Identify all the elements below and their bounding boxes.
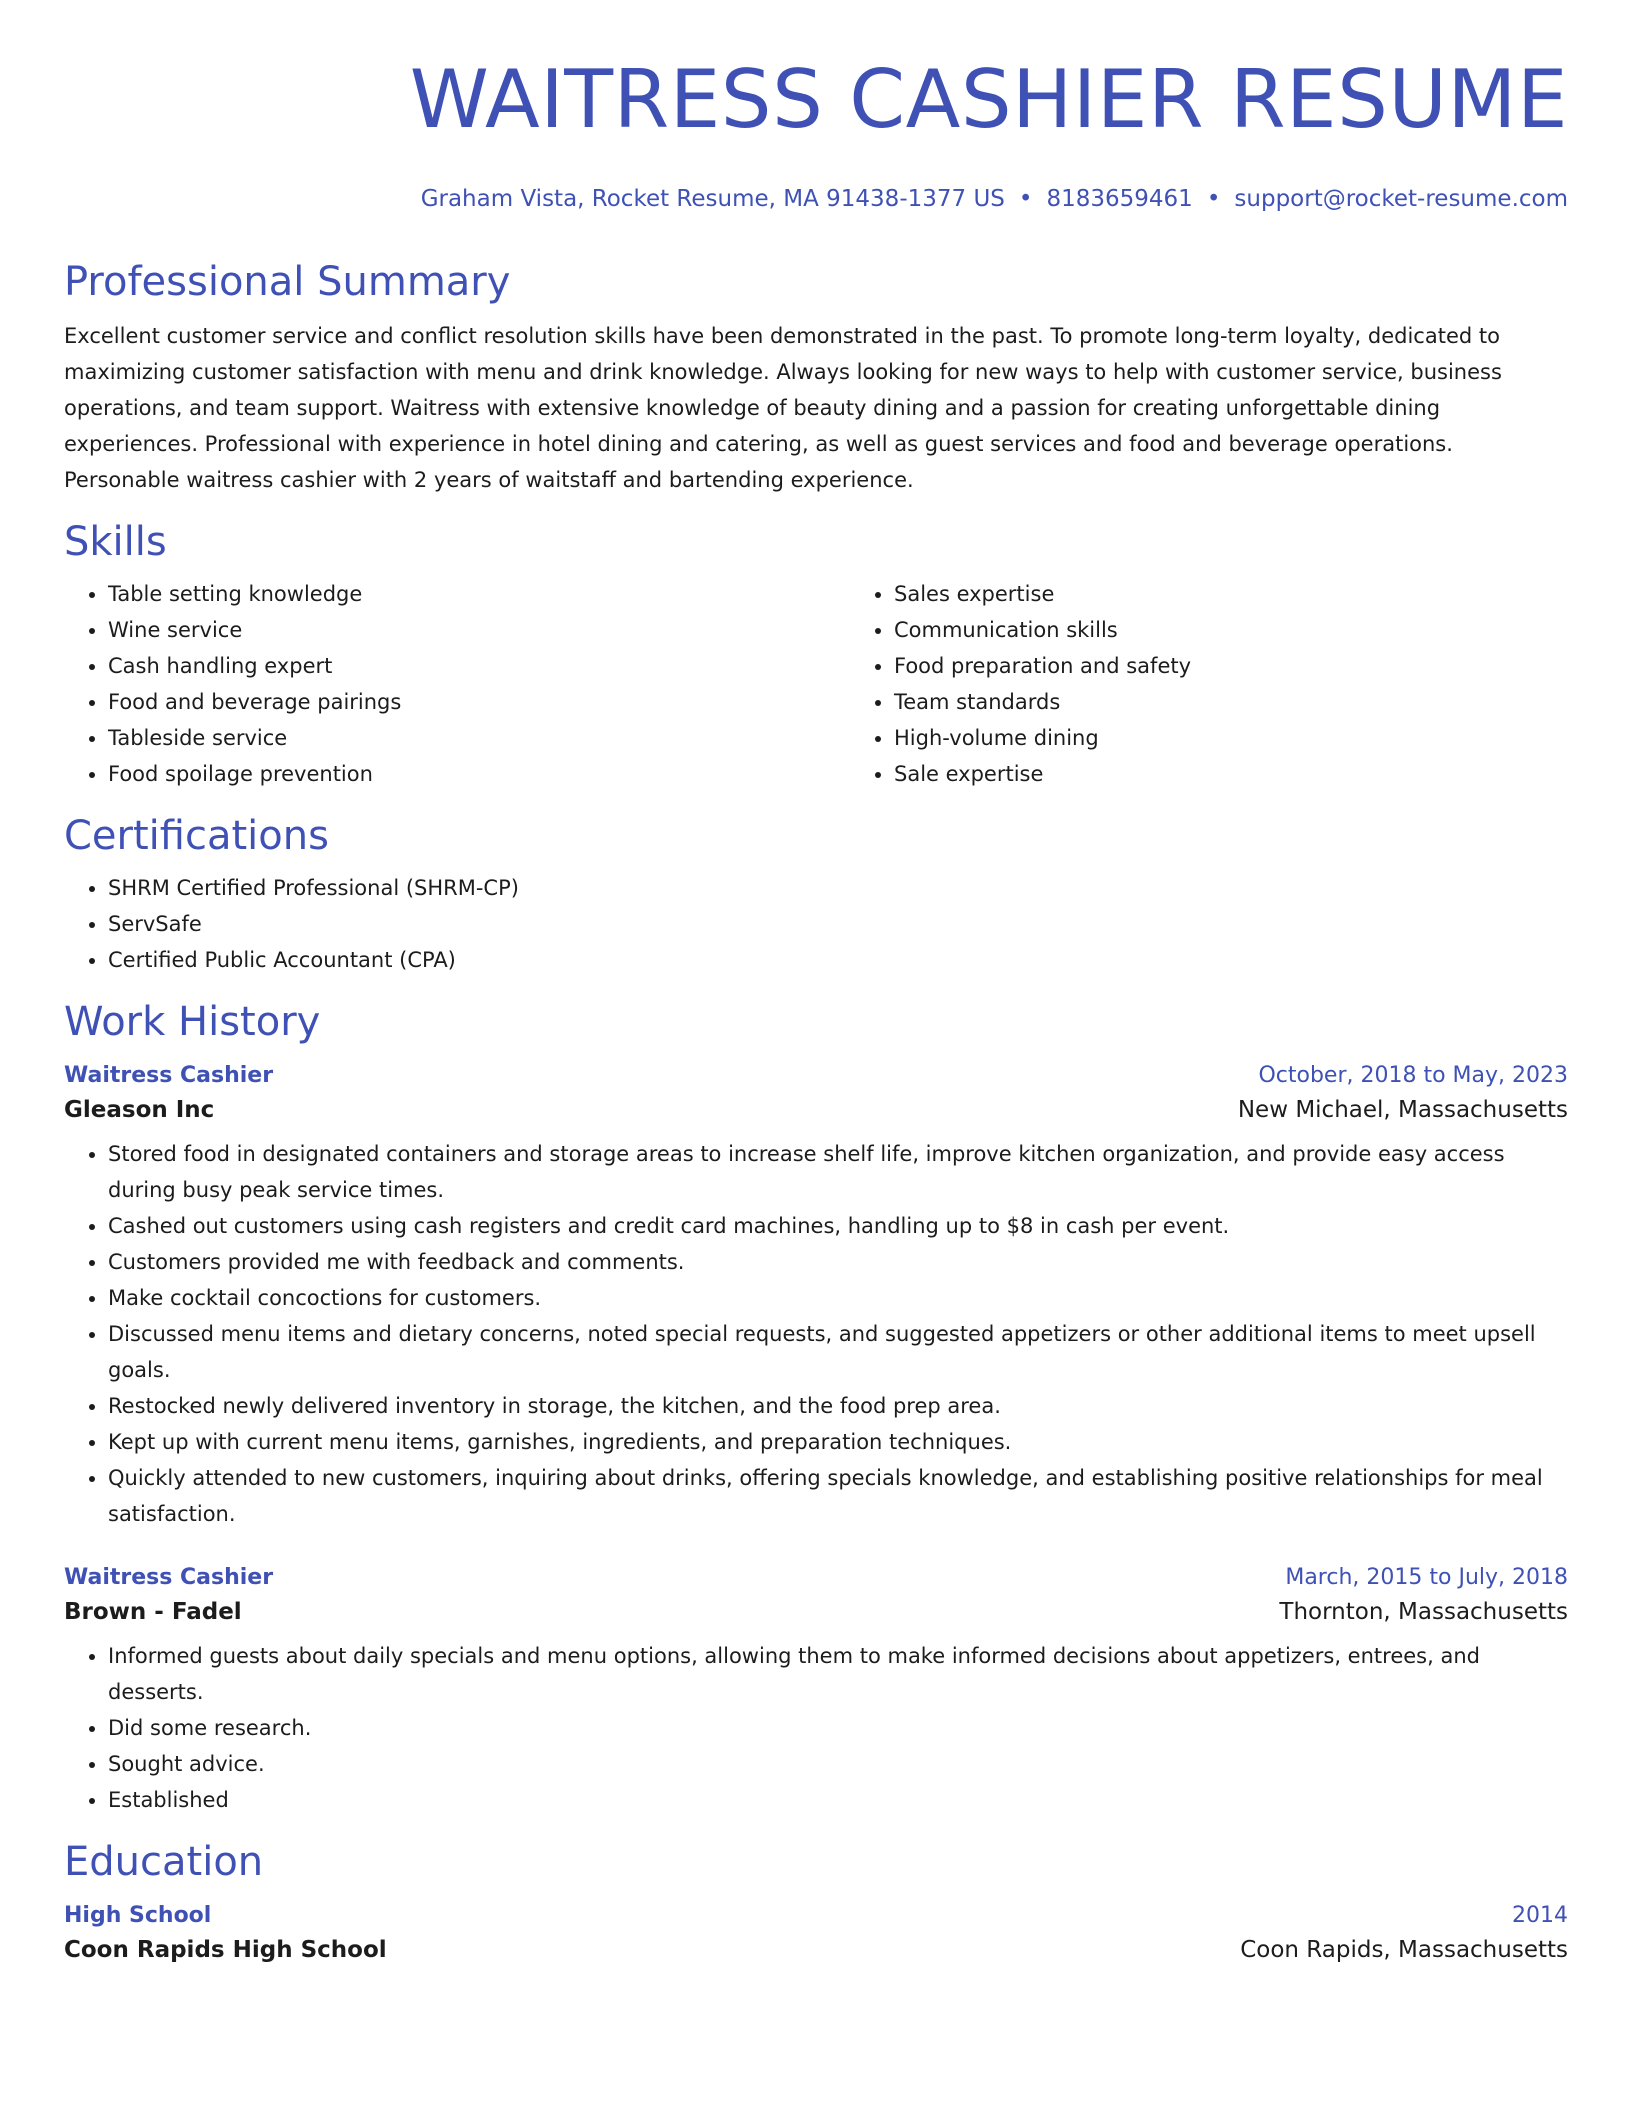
skill-item: • Communication skills xyxy=(894,612,1594,648)
job-duty: • Established xyxy=(108,1782,1568,1818)
skill-item: • Food and beverage pairings xyxy=(108,684,850,720)
contact-separator: • xyxy=(1206,186,1221,212)
skills-list-right xyxy=(850,576,1594,792)
job-entry xyxy=(64,1060,1568,1532)
skill-item: • Cash handling expert xyxy=(108,648,850,684)
certifications-heading: Certifications xyxy=(64,813,329,859)
job-duties-list xyxy=(64,1638,1568,1818)
job-header xyxy=(64,1060,1568,1092)
job-duties-list xyxy=(64,1136,1568,1532)
job-duty: • Informed guests about daily specials and menu options, allowing them to make informed decisions about appetizers, entrees, and desserts. xyxy=(108,1638,1568,1710)
skills-heading: Skills xyxy=(64,519,167,565)
skills-columns xyxy=(64,576,1568,792)
job-subheader xyxy=(64,1092,1568,1128)
contact-email: support@rocket-resume.com xyxy=(1234,186,1568,212)
job-location: Thornton, Massachusetts xyxy=(1279,1599,1568,1625)
job-company: Brown - Fadel xyxy=(64,1599,242,1625)
skill-item: • Food spoilage prevention xyxy=(108,756,850,792)
job-duty: • Cashed out customers using cash registers and credit card machines, handling up to $8 in cash per event. xyxy=(108,1208,1568,1244)
education-location: Coon Rapids, Massachusetts xyxy=(1240,1937,1568,1963)
job-duty: • Restocked newly delivered inventory in storage, the kitchen, and the food prep area. xyxy=(108,1388,1568,1424)
job-duty: • Quickly attended to new customers, inquiring about drinks, offering specials knowledge, and establishing positive relationships for meal satisfaction. xyxy=(108,1460,1568,1532)
job-duty: • Discussed menu items and dietary concerns, noted special requests, and suggested appetizers or other additional items to meet upsell goals. xyxy=(108,1316,1568,1388)
skill-item: • Wine service xyxy=(108,612,850,648)
skill-item: • Food preparation and safety xyxy=(894,648,1594,684)
resume-title: WAITRESS CASHIER RESUME xyxy=(409,53,1568,146)
education-entry xyxy=(64,1900,1568,1968)
job-duty: • Make cocktail concoctions for customers. xyxy=(108,1280,1568,1316)
certification-item: • SHRM Certified Professional (SHRM-CP) xyxy=(108,870,1568,906)
job-title: Waitress Cashier xyxy=(64,1565,274,1590)
certification-item: • ServSafe xyxy=(108,906,1568,942)
job-subheader xyxy=(64,1594,1568,1630)
contact-phone: 8183659461 xyxy=(1046,186,1193,212)
job-header xyxy=(64,1562,1568,1594)
job-duty: • Sought advice. xyxy=(108,1746,1568,1782)
education-school: Coon Rapids High School xyxy=(64,1937,387,1963)
work-history-heading: Work History xyxy=(64,999,321,1045)
skill-item: • Sale expertise xyxy=(894,756,1594,792)
certification-item: • Certified Public Accountant (CPA) xyxy=(108,942,1568,978)
skill-item: • High-volume dining xyxy=(894,720,1594,756)
job-dates: October, 2018 to May, 2023 xyxy=(1258,1063,1568,1088)
contact-line xyxy=(64,184,1568,214)
education-header xyxy=(64,1900,1568,1932)
skill-item: • Team standards xyxy=(894,684,1594,720)
skill-item: • Sales expertise xyxy=(894,576,1594,612)
skill-item: • Table setting knowledge xyxy=(108,576,850,612)
certifications-list xyxy=(64,870,1568,978)
skill-item: • Tableside service xyxy=(108,720,850,756)
education-subheader xyxy=(64,1932,1568,1968)
job-location: New Michael, Massachusetts xyxy=(1237,1097,1568,1123)
job-dates: March, 2015 to July, 2018 xyxy=(1285,1565,1568,1590)
job-duty: • Stored food in designated containers and storage areas to increase shelf life, improve kitchen organization, and provide easy access during busy peak service times. xyxy=(108,1136,1568,1208)
education-heading: Education xyxy=(64,1839,264,1885)
skills-list-left xyxy=(64,576,850,792)
contact-separator: • xyxy=(1018,186,1033,212)
job-duty: • Did some research. xyxy=(108,1710,1568,1746)
job-title: Waitress Cashier xyxy=(64,1063,274,1088)
education-year: 2014 xyxy=(1512,1903,1568,1928)
job-duty: • Customers provided me with feedback and comments. xyxy=(108,1244,1568,1280)
job-entry xyxy=(64,1562,1568,1818)
summary-text: Excellent customer service and conflict resolution skills have been demonstrated in the past. To promote long-term loyalty, dedicated to maximizing customer satisfaction with menu and drink knowledge. Always looking for new ways to help with customer service, business operations, and team support. Waitress with extensive knowledge of beauty dining and a passion for creating unforgettable dining experiences. Professional with experience in hotel dining and catering, as well as guest services and food and beverage operations. Personable waitress cashier with 2 years of waitstaff and bartending experience. xyxy=(64,324,1502,492)
job-duty: • Kept up with current menu items, garnishes, ingredients, and preparation techniques. xyxy=(108,1424,1568,1460)
education-degree: High School xyxy=(64,1903,212,1928)
summary-heading: Professional Summary xyxy=(64,259,511,305)
contact-address: Graham Vista, Rocket Resume, MA 91438-1377 US xyxy=(420,186,1005,212)
job-company: Gleason Inc xyxy=(64,1097,215,1123)
